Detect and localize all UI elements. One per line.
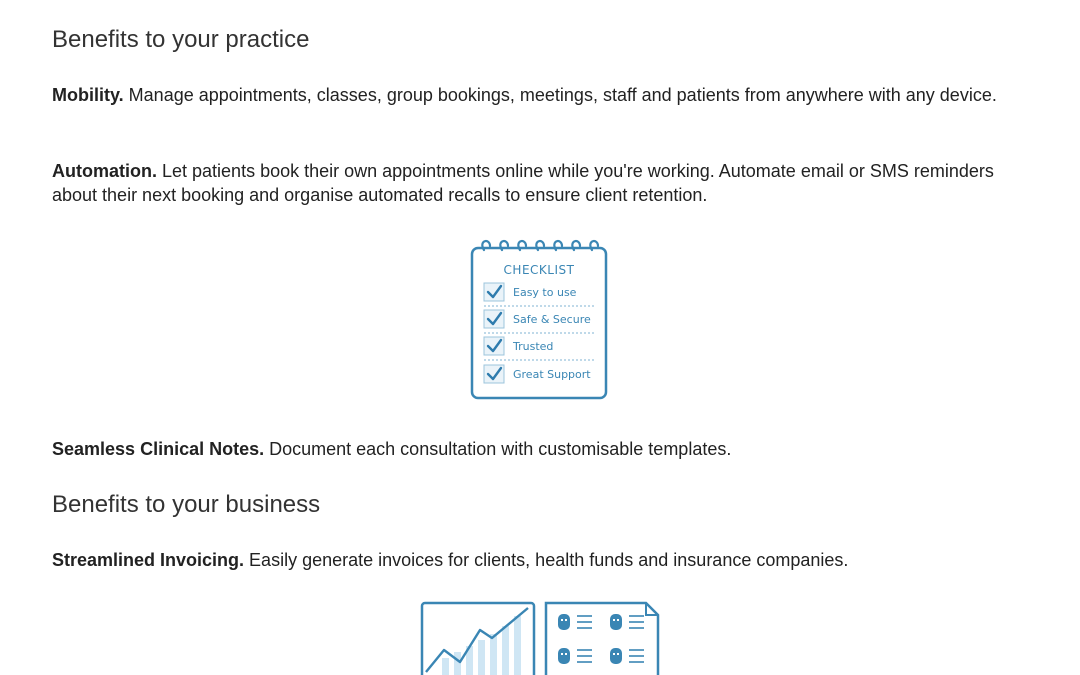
section-heading-business: Benefits to your business	[52, 491, 321, 518]
clinical-notes-text: Document each consultation with customisable templates.	[264, 439, 732, 459]
mobility-paragraph	[52, 83, 1012, 107]
automation-text: Let patients book their own appointments online while you're working. Automate email or SMS reminders about their next booking and organise automated recalls to ensure client retention.	[52, 161, 994, 205]
invoicing-title: Streamlined Invoicing.	[52, 550, 245, 570]
checklist-illustration	[468, 236, 610, 402]
invoicing-illustration	[420, 600, 660, 675]
invoicing-text: Easily generate invoices for clients, health funds and insurance companies.	[244, 550, 849, 570]
growth-chart-icon	[420, 600, 660, 675]
automation-paragraph	[52, 159, 1012, 207]
checklist-item: Safe & Secure	[513, 313, 591, 326]
checklist-item: Trusted	[513, 340, 554, 353]
automation-title: Automation.	[52, 161, 157, 181]
mobility-title: Mobility.	[52, 85, 124, 105]
checklist-title: CHECKLIST	[503, 263, 575, 277]
checklist-item: Easy to use	[513, 286, 577, 299]
checklist-item: Great Support	[513, 368, 591, 381]
section-heading-practice: Benefits to your practice	[52, 26, 310, 53]
clinical-notes-title: Seamless Clinical Notes.	[52, 439, 265, 459]
mobility-text: Manage appointments, classes, group bookings, meetings, staff and patients from anywhere with any device.	[123, 85, 997, 105]
invoicing-paragraph	[52, 548, 1012, 572]
clinical-notes-paragraph	[52, 437, 1012, 461]
